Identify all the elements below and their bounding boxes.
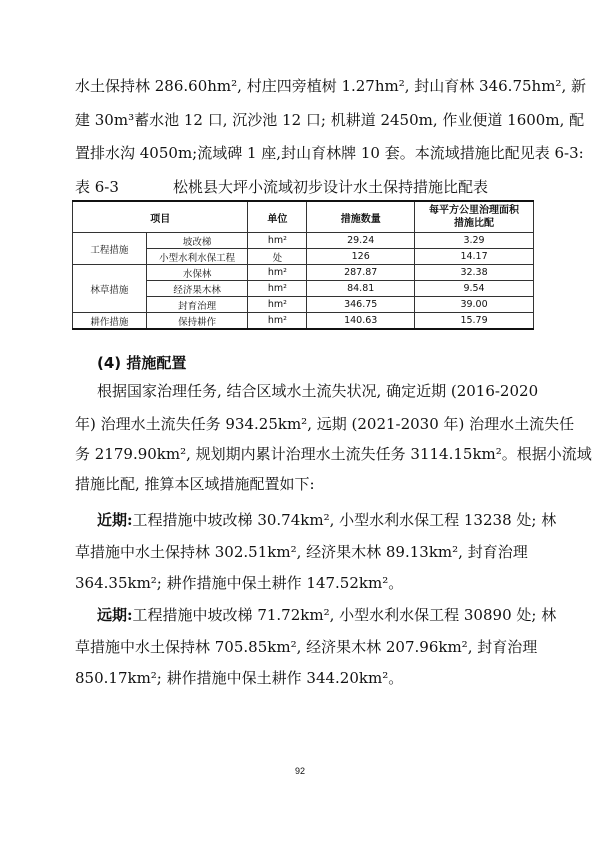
ratio-cell: 15.79 [415, 313, 534, 330]
page-number: 92 [294, 766, 305, 776]
group-cell: 耕作措施 [73, 313, 147, 330]
header-quantity: 措施数量 [307, 201, 415, 233]
intro-line-3: 置排水沟 4050m;流域碑 1 座,封山育林牌 10 套。本流域措施比配见表 6-3: [75, 144, 584, 162]
para1-line-1: 根据国家治理任务, 结合区域水土流失状况, 确定近期 (2016-2020 [97, 382, 539, 400]
header-ratio [415, 201, 534, 233]
near-term-text-1: 工程措施中坡改梯 30.74km², 小型水利水保工程 13238 处; 林 [132, 511, 557, 529]
group-cell: 工程措施 [73, 233, 147, 265]
unit-cell: hm² [248, 233, 307, 249]
quantity-cell: 126 [307, 249, 415, 265]
near-term-label: 近期: [97, 511, 133, 529]
long-term-line-1 [97, 605, 557, 625]
ratio-cell: 3.29 [415, 233, 534, 249]
item-cell: 水保林 [146, 265, 248, 281]
near-term-line-3: 364.35km²; 耕作措施中保土耕作 147.52km²。 [75, 574, 404, 592]
para1-line-2: 年) 治理水土流失任务 934.25km², 远期 (2021-2030 年) 治理水土流失任 [75, 415, 575, 433]
long-term-text-1: 工程措施中坡改梯 71.72km², 小型水利水保工程 30890 处; 林 [132, 606, 557, 624]
long-term-line-2: 草措施中水土保持林 705.85km², 经济果木林 207.96km², 封育治理 [75, 638, 538, 656]
long-term-label: 远期: [97, 606, 133, 624]
near-term-line-2: 草措施中水土保持林 302.51km², 经济果木林 89.13km², 封育治理 [75, 543, 528, 561]
table-row [73, 265, 534, 281]
unit-cell: hm² [248, 313, 307, 330]
near-term-line-1 [97, 510, 557, 530]
section-heading: (4) 措施配置 [97, 354, 187, 372]
quantity-cell: 29.24 [307, 233, 415, 249]
header-ratio-text: 每平方公里治理面积措施比配 [429, 205, 520, 229]
intro-line-1: 水土保持林 286.60hm², 村庄四旁植树 1.27hm², 封山育林 346.75hm², 新 [75, 77, 586, 95]
ratio-cell: 39.00 [415, 297, 534, 313]
table-caption [75, 176, 488, 197]
item-cell: 经济果木林 [146, 281, 248, 297]
ratio-cell: 32.38 [415, 265, 534, 281]
para1-line-3: 务 2179.90km², 规划期内累计治理水土流失任务 3114.15km²。根据小流域 [75, 445, 592, 463]
group-cell: 林草措施 [73, 265, 147, 313]
item-cell: 坡改梯 [146, 233, 248, 249]
ratio-cell: 9.54 [415, 281, 534, 297]
unit-cell: 处 [248, 249, 307, 265]
intro-line-2: 建 30m³蓄水池 12 口, 沉沙池 12 口; 机耕道 2450m, 作业便道 1600m, 配 [75, 111, 585, 129]
item-cell: 小型水利水保工程 [146, 249, 248, 265]
header-item: 项目 [73, 201, 248, 233]
quantity-cell: 346.75 [307, 297, 415, 313]
measures-table [72, 200, 534, 330]
item-cell: 保持耕作 [146, 313, 248, 330]
table-number: 表 6-3 [75, 178, 119, 196]
table-title: 松桃县大坪小流域初步设计水土保持措施比配表 [173, 178, 489, 196]
item-cell: 封育治理 [146, 297, 248, 313]
table-row [73, 313, 534, 330]
long-term-line-3: 850.17km²; 耕作措施中保土耕作 344.20km²。 [75, 669, 404, 687]
quantity-cell: 84.81 [307, 281, 415, 297]
quantity-cell: 140.63 [307, 313, 415, 330]
unit-cell: hm² [248, 265, 307, 281]
table-header-row [73, 201, 534, 233]
unit-cell: hm² [248, 297, 307, 313]
para1-line-4: 措施比配, 推算本区域措施配置如下: [75, 475, 315, 493]
quantity-cell: 287.87 [307, 265, 415, 281]
ratio-cell: 14.17 [415, 249, 534, 265]
table-row [73, 233, 534, 249]
header-unit: 单位 [248, 201, 307, 233]
unit-cell: hm² [248, 281, 307, 297]
